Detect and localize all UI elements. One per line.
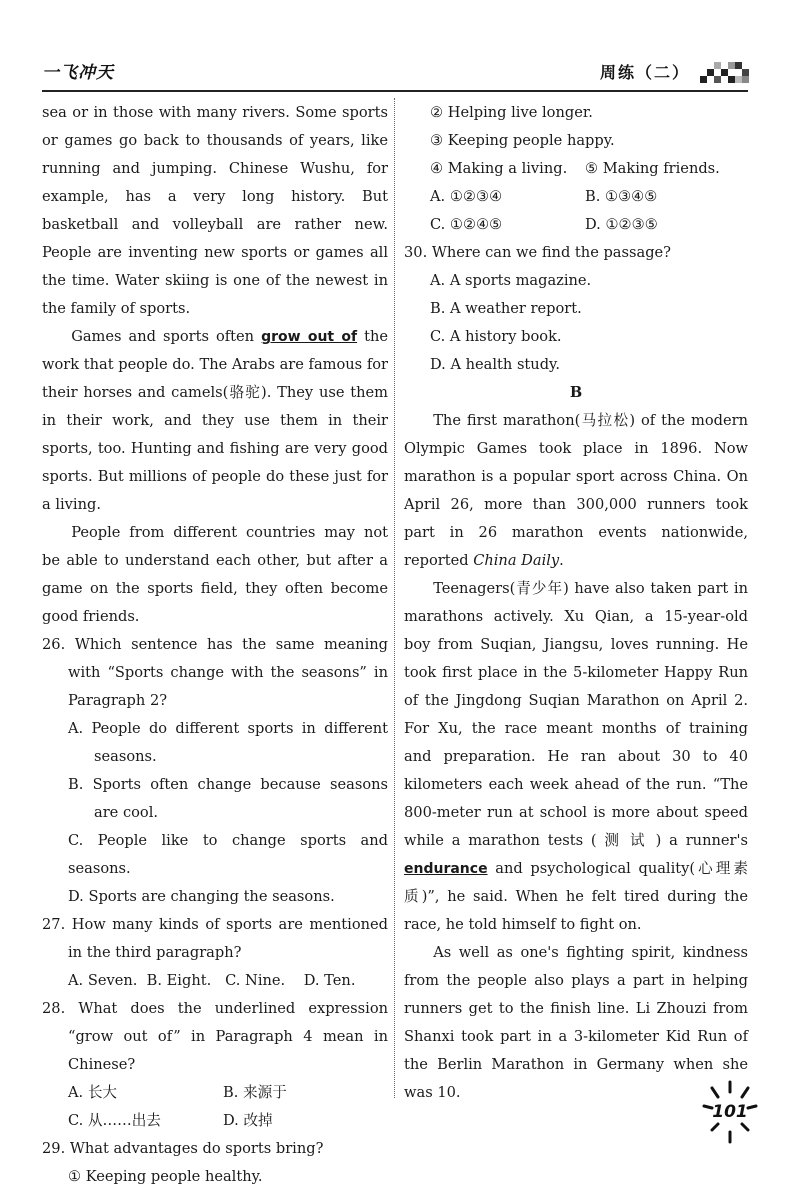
left-column (42, 99, 388, 1191)
question-28-options-row-2 (42, 1107, 388, 1135)
question-28-option-a: A. 长大 (68, 1084, 118, 1101)
question-29-options-row-2 (404, 211, 748, 239)
question-28-option-b: B. 来源于 (223, 1084, 287, 1101)
passage-b-paragraph-2: Teenagers(青少年) have also taken part in marathons actively. Xu Qian, a 15-year-old boy from Suqian, Jiangsu, loves running. He took first place in the 5-kilometer Happy Run of the Jingdong Suqian Marathon on April 2. For Xu, the race meant months of training and preparation. He ran about 30 to 40 kilometers each week ahead of the run. “The 800-meter run at school is more about speed while a marathon tests ( 测 试 ) a runner's endurance and psychological quality(心理素质)”, he said. When he felt tired during the race, he told himself to fight on. (404, 580, 748, 933)
question-29-item-4: ④ Making a living. (430, 160, 568, 177)
question-30-option-b: B. A weather report. (430, 300, 582, 317)
question-28-option-c: C. 从……出去 (68, 1112, 161, 1129)
question-30: 30. Where can we find the passage? (404, 244, 671, 261)
section-title: 周练（二） (600, 63, 691, 82)
question-30-option-d: D. A health study. (430, 356, 560, 373)
passage-a-paragraph-3: sea or in those with many rivers. Some sports or games go back to thousands of years, like running and jumping. Chinese Wushu, for example, has a very long history. But basketball and volleyball are rather new. People are inventing new sports or games all the time. Water skiing is one of the newest in the family of sports. (42, 104, 388, 317)
question-29-option-d: D. ①②③⑤ (585, 216, 658, 233)
page-header (0, 0, 800, 100)
question-28-option-d: D. 改掉 (223, 1112, 273, 1129)
question-26-option-d: D. Sports are changing the seasons. (68, 888, 335, 905)
question-26-option-a: A. People do different sports in different seasons. (68, 720, 388, 765)
passage-a-paragraph-5: People from different countries may not be able to understand each other, but after a game on the sports field, they often become good friends. (42, 524, 388, 625)
passage-b-paragraph-3: As well as one's fighting spirit, kindness from the people also plays a part in helping runners get to the finish line. Li Zhouzi from Shanxi took part in a 3-kilometer Kid Run of the Berlin Marathon in Germany when she was 10. (404, 944, 748, 1101)
page-number: 101 (712, 1102, 748, 1122)
column-divider (394, 98, 395, 1098)
header-rule (42, 90, 748, 92)
question-29: 29. What advantages do sports bring? (42, 1140, 324, 1157)
question-26: 26. Which sentence has the same meaning with “Sports change with the seasons” in Paragraph 2? (42, 636, 388, 709)
question-29-options-row-1 (404, 183, 748, 211)
newspaper-name: China Daily (473, 552, 560, 569)
passage-a-paragraph-4: Games and sports often grow out of the work that people do. The Arabs are famous for their horses and camels(骆驼). They use them in their work, and they use them in their sports, too. Hunting and fishing are very good sports. But millions of people do these just for a living. (42, 328, 389, 513)
question-27: 27. How many kinds of sports are mentioned in the third paragraph? (42, 916, 388, 961)
underlined-expression: grow out of (261, 329, 358, 345)
question-29-item-2: ② Helping live longer. (430, 104, 593, 121)
question-29-option-b: B. ①③④⑤ (585, 188, 658, 205)
question-29-option-a: A. ①②③④ (430, 188, 503, 205)
underlined-word: endurance (404, 861, 488, 877)
question-29-option-c: C. ①②④⑤ (430, 216, 503, 233)
question-29-item-3: ③ Keeping people happy. (430, 132, 615, 149)
question-30-option-c: C. A history book. (430, 328, 562, 345)
right-column (404, 99, 748, 1107)
question-28: 28. What does the underlined expression “grow out of” in Paragraph 4 mean in Chinese? (42, 1000, 388, 1073)
question-28-options-row-1 (42, 1079, 388, 1107)
question-29-items-row (404, 155, 748, 183)
question-26-option-c: C. People like to change sports and seasons. (68, 832, 388, 877)
page-number-badge (700, 1080, 760, 1150)
passage-b-paragraph-1: The first marathon(马拉松) of the modern Olympic Games took place in 1896. Now marathon is a popular sport across China. On April 26, more than 300,000 runners took part in 26 marathon events nationwide, reported China Daily. (404, 412, 748, 569)
question-29-item-5: ⑤ Making friends. (585, 160, 720, 177)
question-29-item-1: ① Keeping people healthy. (68, 1168, 263, 1185)
checker-pattern-icon (700, 62, 750, 90)
brand-logo: 一飞冲天 (42, 63, 114, 83)
question-27-options: A. Seven. B. Eight. C. Nine. D. Ten. (68, 972, 356, 989)
question-30-option-a: A. A sports magazine. (430, 272, 592, 289)
passage-b-heading: B (569, 384, 583, 401)
question-26-option-b: B. Sports often change because seasons are cool. (68, 776, 388, 821)
